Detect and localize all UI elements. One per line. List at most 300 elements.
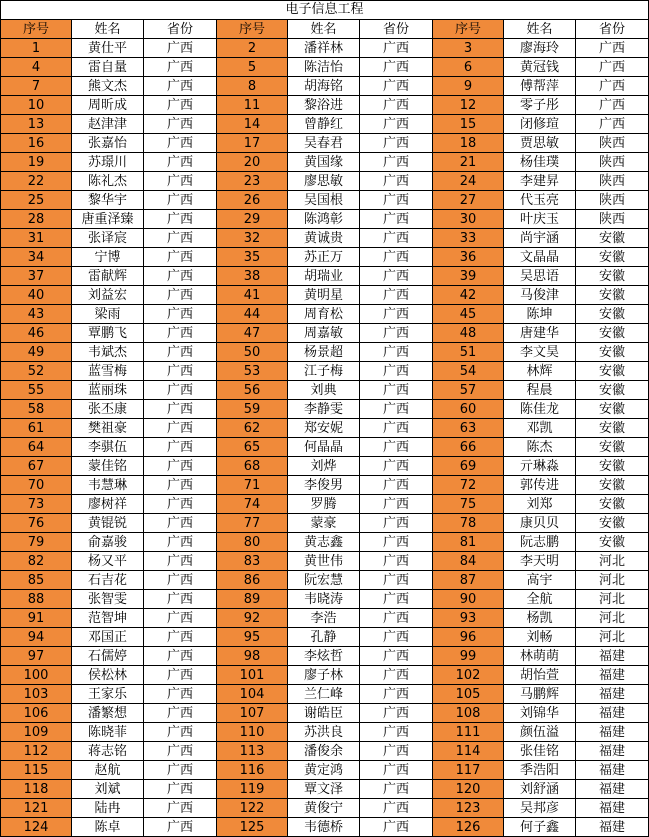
prov-cell[interactable]: 广西 xyxy=(144,552,217,571)
prov-cell[interactable]: 福建 xyxy=(576,742,649,761)
prov-cell[interactable]: 广西 xyxy=(360,172,433,191)
prov-cell[interactable]: 广西 xyxy=(360,514,433,533)
prov-cell[interactable]: 广西 xyxy=(144,457,217,476)
name-cell[interactable]: 邓凯 xyxy=(504,419,576,438)
name-cell[interactable]: 石儒婷 xyxy=(72,647,144,666)
num-cell[interactable]: 27 xyxy=(433,191,504,210)
prov-cell[interactable]: 安徽 xyxy=(576,457,649,476)
num-cell[interactable]: 94 xyxy=(1,628,72,647)
num-cell[interactable]: 75 xyxy=(433,495,504,514)
header-num-cell[interactable]: 序号 xyxy=(1,20,72,39)
prov-cell[interactable]: 广西 xyxy=(144,476,217,495)
prov-cell[interactable]: 广西 xyxy=(360,381,433,400)
name-cell[interactable]: 颜伍溢 xyxy=(504,723,576,742)
name-cell[interactable]: 黄俊宁 xyxy=(288,799,360,818)
prov-cell[interactable]: 广西 xyxy=(360,742,433,761)
name-cell[interactable]: 俞嘉骏 xyxy=(72,533,144,552)
prov-cell[interactable]: 广西 xyxy=(144,818,217,837)
prov-cell[interactable]: 广西 xyxy=(144,115,217,134)
num-cell[interactable]: 99 xyxy=(433,647,504,666)
num-cell[interactable]: 46 xyxy=(1,324,72,343)
name-cell[interactable]: 季浩阳 xyxy=(504,761,576,780)
prov-cell[interactable]: 安徽 xyxy=(576,343,649,362)
prov-cell[interactable]: 广西 xyxy=(360,153,433,172)
num-cell[interactable]: 25 xyxy=(1,191,72,210)
name-cell[interactable]: 熊文杰 xyxy=(72,77,144,96)
num-cell[interactable]: 50 xyxy=(217,343,288,362)
prov-cell[interactable]: 广西 xyxy=(144,362,217,381)
num-cell[interactable]: 37 xyxy=(1,267,72,286)
prov-cell[interactable]: 安徽 xyxy=(576,362,649,381)
header-prov-cell[interactable]: 省份 xyxy=(360,20,433,39)
name-cell[interactable]: 张嘉怡 xyxy=(72,134,144,153)
name-cell[interactable]: 覃鹏飞 xyxy=(72,324,144,343)
prov-cell[interactable]: 安徽 xyxy=(576,514,649,533)
num-cell[interactable]: 126 xyxy=(433,818,504,837)
prov-cell[interactable]: 广西 xyxy=(360,476,433,495)
prov-cell[interactable]: 广西 xyxy=(360,571,433,590)
name-cell[interactable]: 雷献辉 xyxy=(72,267,144,286)
num-cell[interactable]: 58 xyxy=(1,400,72,419)
name-cell[interactable]: 杨佳璞 xyxy=(504,153,576,172)
num-cell[interactable]: 62 xyxy=(217,419,288,438)
prov-cell[interactable]: 广西 xyxy=(144,609,217,628)
name-cell[interactable]: 马俊津 xyxy=(504,286,576,305)
prov-cell[interactable]: 广西 xyxy=(144,153,217,172)
num-cell[interactable]: 78 xyxy=(433,514,504,533)
num-cell[interactable]: 72 xyxy=(433,476,504,495)
prov-cell[interactable]: 安徽 xyxy=(576,419,649,438)
num-cell[interactable]: 117 xyxy=(433,761,504,780)
prov-cell[interactable]: 福建 xyxy=(576,704,649,723)
prov-cell[interactable]: 福建 xyxy=(576,647,649,666)
num-cell[interactable]: 38 xyxy=(217,267,288,286)
num-cell[interactable]: 60 xyxy=(433,400,504,419)
name-cell[interactable]: 兰仁峰 xyxy=(288,685,360,704)
prov-cell[interactable]: 广西 xyxy=(144,761,217,780)
prov-cell[interactable]: 安徽 xyxy=(576,305,649,324)
name-cell[interactable]: 唐重泽臻 xyxy=(72,210,144,229)
prov-cell[interactable]: 广西 xyxy=(144,438,217,457)
num-cell[interactable]: 16 xyxy=(1,134,72,153)
prov-cell[interactable]: 广西 xyxy=(144,514,217,533)
num-cell[interactable]: 4 xyxy=(1,58,72,77)
name-cell[interactable]: 吴春君 xyxy=(288,134,360,153)
name-cell[interactable]: 陈礼杰 xyxy=(72,172,144,191)
prov-cell[interactable]: 广西 xyxy=(144,191,217,210)
prov-cell[interactable]: 广西 xyxy=(144,533,217,552)
num-cell[interactable]: 121 xyxy=(1,799,72,818)
prov-cell[interactable]: 福建 xyxy=(576,666,649,685)
num-cell[interactable]: 91 xyxy=(1,609,72,628)
name-cell[interactable]: 李文昊 xyxy=(504,343,576,362)
header-prov-cell[interactable]: 省份 xyxy=(144,20,217,39)
num-cell[interactable]: 2 xyxy=(217,39,288,58)
name-cell[interactable]: 陈佳龙 xyxy=(504,400,576,419)
name-cell[interactable]: 何子鑫 xyxy=(504,818,576,837)
name-cell[interactable]: 黄诚贵 xyxy=(288,229,360,248)
num-cell[interactable]: 76 xyxy=(1,514,72,533)
prov-cell[interactable]: 广西 xyxy=(144,742,217,761)
name-cell[interactable]: 谢皓臣 xyxy=(288,704,360,723)
name-cell[interactable]: 周育松 xyxy=(288,305,360,324)
prov-cell[interactable]: 河北 xyxy=(576,571,649,590)
prov-cell[interactable]: 广西 xyxy=(360,286,433,305)
num-cell[interactable]: 69 xyxy=(433,457,504,476)
num-cell[interactable]: 85 xyxy=(1,571,72,590)
prov-cell[interactable]: 广西 xyxy=(360,799,433,818)
prov-cell[interactable]: 广西 xyxy=(144,628,217,647)
prov-cell[interactable]: 广西 xyxy=(360,324,433,343)
name-cell[interactable]: 刘锦华 xyxy=(504,704,576,723)
num-cell[interactable]: 8 xyxy=(217,77,288,96)
num-cell[interactable]: 79 xyxy=(1,533,72,552)
prov-cell[interactable]: 安徽 xyxy=(576,248,649,267)
prov-cell[interactable]: 广西 xyxy=(144,267,217,286)
name-cell[interactable]: 苏洪良 xyxy=(288,723,360,742)
num-cell[interactable]: 93 xyxy=(433,609,504,628)
num-cell[interactable]: 70 xyxy=(1,476,72,495)
name-cell[interactable]: 张译宸 xyxy=(72,229,144,248)
prov-cell[interactable]: 福建 xyxy=(576,799,649,818)
prov-cell[interactable]: 安徽 xyxy=(576,495,649,514)
prov-cell[interactable]: 广西 xyxy=(360,58,433,77)
name-cell[interactable]: 杨凯 xyxy=(504,609,576,628)
prov-cell[interactable]: 广西 xyxy=(144,39,217,58)
num-cell[interactable]: 45 xyxy=(433,305,504,324)
prov-cell[interactable]: 河北 xyxy=(576,609,649,628)
name-cell[interactable]: 刘益宏 xyxy=(72,286,144,305)
prov-cell[interactable]: 安徽 xyxy=(576,324,649,343)
num-cell[interactable]: 71 xyxy=(217,476,288,495)
prov-cell[interactable]: 广西 xyxy=(144,324,217,343)
num-cell[interactable]: 95 xyxy=(217,628,288,647)
prov-cell[interactable]: 广西 xyxy=(144,248,217,267)
prov-cell[interactable]: 广西 xyxy=(144,400,217,419)
num-cell[interactable]: 90 xyxy=(433,590,504,609)
name-cell[interactable]: 闭修瑄 xyxy=(504,115,576,134)
prov-cell[interactable]: 广西 xyxy=(360,609,433,628)
name-cell[interactable]: 陆冉 xyxy=(72,799,144,818)
prov-cell[interactable]: 广西 xyxy=(144,58,217,77)
prov-cell[interactable]: 陕西 xyxy=(576,172,649,191)
name-cell[interactable]: 陈洁怡 xyxy=(288,58,360,77)
num-cell[interactable]: 5 xyxy=(217,58,288,77)
prov-cell[interactable]: 安徽 xyxy=(576,286,649,305)
prov-cell[interactable]: 广西 xyxy=(144,685,217,704)
name-cell[interactable]: 刘斌 xyxy=(72,780,144,799)
name-cell[interactable]: 高宇 xyxy=(504,571,576,590)
prov-cell[interactable]: 广西 xyxy=(144,305,217,324)
num-cell[interactable]: 26 xyxy=(217,191,288,210)
sheet-title[interactable]: 电子信息工程 xyxy=(0,0,649,20)
num-cell[interactable]: 39 xyxy=(433,267,504,286)
name-cell[interactable]: 曾静红 xyxy=(288,115,360,134)
num-cell[interactable]: 68 xyxy=(217,457,288,476)
num-cell[interactable]: 61 xyxy=(1,419,72,438)
name-cell[interactable]: 李俊男 xyxy=(288,476,360,495)
prov-cell[interactable]: 广西 xyxy=(360,590,433,609)
name-cell[interactable]: 马鹏辉 xyxy=(504,685,576,704)
prov-cell[interactable]: 广西 xyxy=(360,761,433,780)
num-cell[interactable]: 40 xyxy=(1,286,72,305)
prov-cell[interactable]: 广西 xyxy=(360,400,433,419)
prov-cell[interactable]: 广西 xyxy=(144,286,217,305)
name-cell[interactable]: 廖树祥 xyxy=(72,495,144,514)
name-cell[interactable]: 叶庆玉 xyxy=(504,210,576,229)
prov-cell[interactable]: 福建 xyxy=(576,761,649,780)
num-cell[interactable]: 92 xyxy=(217,609,288,628)
name-cell[interactable]: 杨又平 xyxy=(72,552,144,571)
num-cell[interactable]: 55 xyxy=(1,381,72,400)
name-cell[interactable]: 刘畅 xyxy=(504,628,576,647)
num-cell[interactable]: 21 xyxy=(433,153,504,172)
name-cell[interactable]: 李建昇 xyxy=(504,172,576,191)
num-cell[interactable]: 34 xyxy=(1,248,72,267)
name-cell[interactable]: 李炫哲 xyxy=(288,647,360,666)
name-cell[interactable]: 潘祥林 xyxy=(288,39,360,58)
prov-cell[interactable]: 广西 xyxy=(144,571,217,590)
name-cell[interactable]: 刘烨 xyxy=(288,457,360,476)
prov-cell[interactable]: 广西 xyxy=(360,704,433,723)
prov-cell[interactable]: 广西 xyxy=(360,248,433,267)
num-cell[interactable]: 15 xyxy=(433,115,504,134)
name-cell[interactable]: 廖思敏 xyxy=(288,172,360,191)
prov-cell[interactable]: 广西 xyxy=(360,457,433,476)
prov-cell[interactable]: 广西 xyxy=(576,115,649,134)
name-cell[interactable]: 全航 xyxy=(504,590,576,609)
header-name-cell[interactable]: 姓名 xyxy=(288,20,360,39)
num-cell[interactable]: 123 xyxy=(433,799,504,818)
prov-cell[interactable]: 陕西 xyxy=(576,210,649,229)
prov-cell[interactable]: 广西 xyxy=(144,343,217,362)
prov-cell[interactable]: 广西 xyxy=(360,723,433,742)
num-cell[interactable]: 100 xyxy=(1,666,72,685)
name-cell[interactable]: 蒙佳铭 xyxy=(72,457,144,476)
num-cell[interactable]: 63 xyxy=(433,419,504,438)
prov-cell[interactable]: 陕西 xyxy=(576,134,649,153)
prov-cell[interactable]: 安徽 xyxy=(576,533,649,552)
prov-cell[interactable]: 广西 xyxy=(360,666,433,685)
num-cell[interactable]: 11 xyxy=(217,96,288,115)
name-cell[interactable]: 亓琳淼 xyxy=(504,457,576,476)
prov-cell[interactable]: 广西 xyxy=(144,419,217,438)
name-cell[interactable]: 廖子林 xyxy=(288,666,360,685)
name-cell[interactable]: 刘郑 xyxy=(504,495,576,514)
num-cell[interactable]: 105 xyxy=(433,685,504,704)
name-cell[interactable]: 覃文泽 xyxy=(288,780,360,799)
prov-cell[interactable]: 广西 xyxy=(144,666,217,685)
name-cell[interactable]: 黄世伟 xyxy=(288,552,360,571)
name-cell[interactable]: 刘典 xyxy=(288,381,360,400)
prov-cell[interactable]: 广西 xyxy=(360,96,433,115)
name-cell[interactable]: 蓝丽珠 xyxy=(72,381,144,400)
num-cell[interactable]: 24 xyxy=(433,172,504,191)
prov-cell[interactable]: 广西 xyxy=(144,647,217,666)
prov-cell[interactable]: 广西 xyxy=(576,39,649,58)
prov-cell[interactable]: 广西 xyxy=(360,533,433,552)
prov-cell[interactable]: 广西 xyxy=(360,362,433,381)
num-cell[interactable]: 111 xyxy=(433,723,504,742)
prov-cell[interactable]: 安徽 xyxy=(576,400,649,419)
num-cell[interactable]: 59 xyxy=(217,400,288,419)
num-cell[interactable]: 35 xyxy=(217,248,288,267)
prov-cell[interactable]: 河北 xyxy=(576,628,649,647)
num-cell[interactable]: 20 xyxy=(217,153,288,172)
name-cell[interactable]: 阮宏慧 xyxy=(288,571,360,590)
num-cell[interactable]: 9 xyxy=(433,77,504,96)
num-cell[interactable]: 52 xyxy=(1,362,72,381)
num-cell[interactable]: 107 xyxy=(217,704,288,723)
name-cell[interactable]: 范智坤 xyxy=(72,609,144,628)
num-cell[interactable]: 51 xyxy=(433,343,504,362)
num-cell[interactable]: 65 xyxy=(217,438,288,457)
name-cell[interactable]: 韦斌杰 xyxy=(72,343,144,362)
prov-cell[interactable]: 广西 xyxy=(144,172,217,191)
prov-cell[interactable]: 广西 xyxy=(144,704,217,723)
num-cell[interactable]: 36 xyxy=(433,248,504,267)
num-cell[interactable]: 110 xyxy=(217,723,288,742)
name-cell[interactable]: 黄仕平 xyxy=(72,39,144,58)
name-cell[interactable]: 郑安妮 xyxy=(288,419,360,438)
name-cell[interactable]: 代玉亮 xyxy=(504,191,576,210)
name-cell[interactable]: 赵航 xyxy=(72,761,144,780)
prov-cell[interactable]: 广西 xyxy=(360,191,433,210)
prov-cell[interactable]: 陕西 xyxy=(576,153,649,172)
prov-cell[interactable]: 广西 xyxy=(360,780,433,799)
prov-cell[interactable]: 河北 xyxy=(576,590,649,609)
prov-cell[interactable]: 福建 xyxy=(576,685,649,704)
num-cell[interactable]: 49 xyxy=(1,343,72,362)
prov-cell[interactable]: 广西 xyxy=(144,723,217,742)
prov-cell[interactable]: 广西 xyxy=(360,229,433,248)
num-cell[interactable]: 47 xyxy=(217,324,288,343)
prov-cell[interactable]: 安徽 xyxy=(576,229,649,248)
name-cell[interactable]: 邓国正 xyxy=(72,628,144,647)
name-cell[interactable]: 康贝贝 xyxy=(504,514,576,533)
prov-cell[interactable]: 广西 xyxy=(144,381,217,400)
num-cell[interactable]: 112 xyxy=(1,742,72,761)
name-cell[interactable]: 樊祖豪 xyxy=(72,419,144,438)
name-cell[interactable]: 潘俊余 xyxy=(288,742,360,761)
num-cell[interactable]: 74 xyxy=(217,495,288,514)
num-cell[interactable]: 97 xyxy=(1,647,72,666)
name-cell[interactable]: 孔静 xyxy=(288,628,360,647)
num-cell[interactable]: 120 xyxy=(433,780,504,799)
name-cell[interactable]: 黄锟锐 xyxy=(72,514,144,533)
num-cell[interactable]: 29 xyxy=(217,210,288,229)
name-cell[interactable]: 王家乐 xyxy=(72,685,144,704)
num-cell[interactable]: 44 xyxy=(217,305,288,324)
name-cell[interactable]: 吴思语 xyxy=(504,267,576,286)
prov-cell[interactable]: 广西 xyxy=(360,305,433,324)
name-cell[interactable]: 胡瑞业 xyxy=(288,267,360,286)
num-cell[interactable]: 87 xyxy=(433,571,504,590)
name-cell[interactable]: 侯松林 xyxy=(72,666,144,685)
name-cell[interactable]: 张智雯 xyxy=(72,590,144,609)
name-cell[interactable]: 黎华宇 xyxy=(72,191,144,210)
prov-cell[interactable]: 广西 xyxy=(360,343,433,362)
prov-cell[interactable]: 广西 xyxy=(360,419,433,438)
num-cell[interactable]: 119 xyxy=(217,780,288,799)
num-cell[interactable]: 106 xyxy=(1,704,72,723)
header-name-cell[interactable]: 姓名 xyxy=(504,20,576,39)
name-cell[interactable]: 周昕成 xyxy=(72,96,144,115)
num-cell[interactable]: 30 xyxy=(433,210,504,229)
name-cell[interactable]: 黄定鸿 xyxy=(288,761,360,780)
prov-cell[interactable]: 广西 xyxy=(144,134,217,153)
name-cell[interactable]: 蓝雪梅 xyxy=(72,362,144,381)
prov-cell[interactable]: 广西 xyxy=(144,77,217,96)
num-cell[interactable]: 14 xyxy=(217,115,288,134)
num-cell[interactable]: 66 xyxy=(433,438,504,457)
prov-cell[interactable]: 广西 xyxy=(144,780,217,799)
name-cell[interactable]: 黄志鑫 xyxy=(288,533,360,552)
num-cell[interactable]: 41 xyxy=(217,286,288,305)
num-cell[interactable]: 104 xyxy=(217,685,288,704)
num-cell[interactable]: 80 xyxy=(217,533,288,552)
prov-cell[interactable]: 广西 xyxy=(360,77,433,96)
num-cell[interactable]: 98 xyxy=(217,647,288,666)
header-num-cell[interactable]: 序号 xyxy=(217,20,288,39)
name-cell[interactable]: 林辉 xyxy=(504,362,576,381)
name-cell[interactable]: 郭传进 xyxy=(504,476,576,495)
name-cell[interactable]: 苏璟川 xyxy=(72,153,144,172)
name-cell[interactable]: 潘繁想 xyxy=(72,704,144,723)
name-cell[interactable]: 文晶晶 xyxy=(504,248,576,267)
num-cell[interactable]: 86 xyxy=(217,571,288,590)
name-cell[interactable]: 李天明 xyxy=(504,552,576,571)
num-cell[interactable]: 23 xyxy=(217,172,288,191)
prov-cell[interactable]: 广西 xyxy=(576,77,649,96)
num-cell[interactable]: 56 xyxy=(217,381,288,400)
name-cell[interactable]: 韦慧琳 xyxy=(72,476,144,495)
name-cell[interactable]: 陈鸿彰 xyxy=(288,210,360,229)
name-cell[interactable]: 李静雯 xyxy=(288,400,360,419)
num-cell[interactable]: 57 xyxy=(433,381,504,400)
prov-cell[interactable]: 广西 xyxy=(144,229,217,248)
prov-cell[interactable]: 河北 xyxy=(576,552,649,571)
prov-cell[interactable]: 广西 xyxy=(360,210,433,229)
num-cell[interactable]: 48 xyxy=(433,324,504,343)
prov-cell[interactable]: 广西 xyxy=(360,685,433,704)
num-cell[interactable]: 122 xyxy=(217,799,288,818)
name-cell[interactable]: 贾思敏 xyxy=(504,134,576,153)
num-cell[interactable]: 10 xyxy=(1,96,72,115)
num-cell[interactable]: 53 xyxy=(217,362,288,381)
num-cell[interactable]: 96 xyxy=(433,628,504,647)
prov-cell[interactable]: 广西 xyxy=(144,96,217,115)
num-cell[interactable]: 73 xyxy=(1,495,72,514)
name-cell[interactable]: 宁博 xyxy=(72,248,144,267)
num-cell[interactable]: 114 xyxy=(433,742,504,761)
num-cell[interactable]: 89 xyxy=(217,590,288,609)
num-cell[interactable]: 42 xyxy=(433,286,504,305)
prov-cell[interactable]: 安徽 xyxy=(576,476,649,495)
num-cell[interactable]: 32 xyxy=(217,229,288,248)
prov-cell[interactable]: 广西 xyxy=(576,96,649,115)
name-cell[interactable]: 韦晓涛 xyxy=(288,590,360,609)
num-cell[interactable]: 88 xyxy=(1,590,72,609)
name-cell[interactable]: 李骐伍 xyxy=(72,438,144,457)
num-cell[interactable]: 18 xyxy=(433,134,504,153)
prov-cell[interactable]: 广西 xyxy=(360,818,433,837)
prov-cell[interactable]: 安徽 xyxy=(576,267,649,286)
prov-cell[interactable]: 广西 xyxy=(144,590,217,609)
name-cell[interactable]: 黄明星 xyxy=(288,286,360,305)
prov-cell[interactable]: 广西 xyxy=(360,647,433,666)
num-cell[interactable]: 83 xyxy=(217,552,288,571)
